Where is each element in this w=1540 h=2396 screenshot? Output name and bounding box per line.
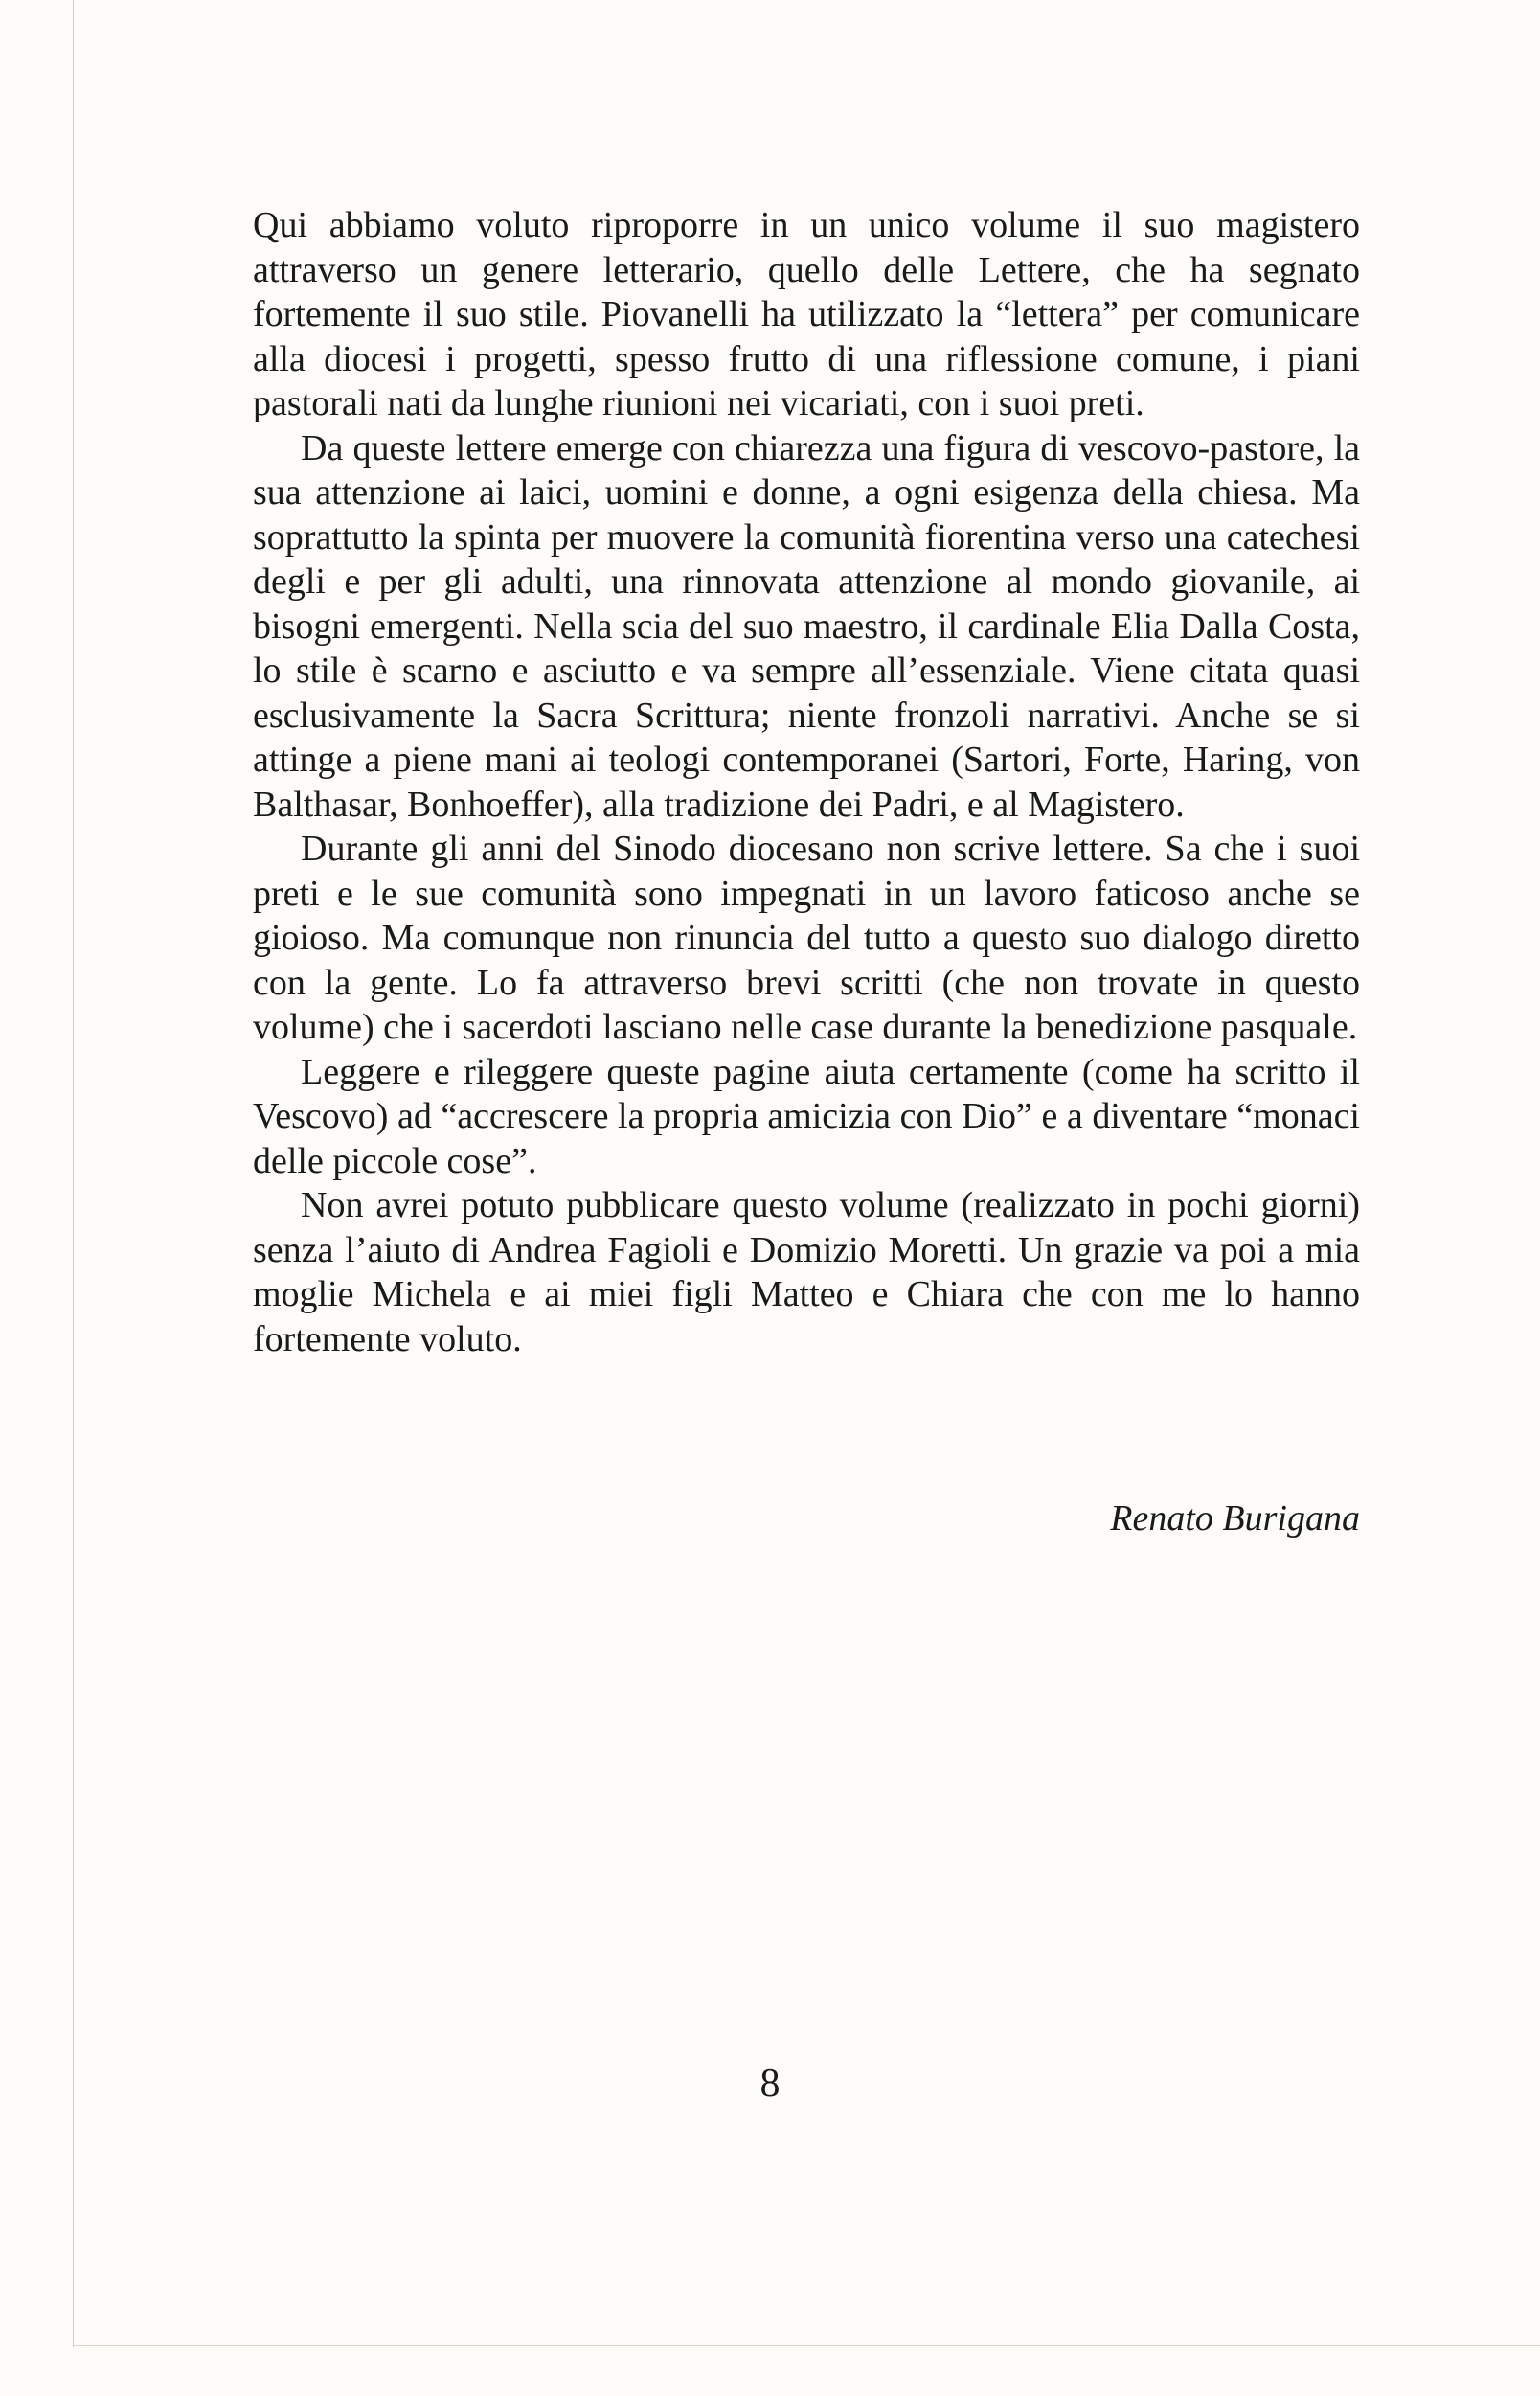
paragraph: Durante gli anni del Sinodo diocesano non scrive lettere. Sa che i suoi preti e le sue comunità sono impegnati in un lavoro faticoso anche se gioioso. Ma comunque non rinuncia del tutto a questo suo dialogo diretto con la gente. Lo fa attraverso brevi scritti (che non trovate in questo volume) che i sacerdoti lasciano nelle case durante la benedizione pasquale. <box>253 829 1360 1047</box>
page-number: 8 <box>759 2062 781 2106</box>
page-bottom-edge <box>73 2345 1540 2346</box>
body-text <box>253 203 1360 1361</box>
paragraph: Leggere e rileggere queste pagine aiuta certamente (come ha scritto il Vescovo) ad “accrescere la propria amicizia con Dio” e a diventare “monaci delle piccole cose”. <box>253 1051 1360 1181</box>
paragraph: Da queste lettere emerge con chiarezza una figura di vescovo-pastore, la sua attenzione ai laici, uomini e donne, a ogni esigenza della chiesa. Ma soprattutto la spinta per muovere la comunità fiorentina verso una catechesi degli e per gli adulti, una rinnovata attenzione al mondo giovanile, ai bisogni emergenti. Nella scia del suo maestro, il cardinale Elia Dalla Costa, lo stile è scarno e asciutto e va sempre all’essenziale. Viene citata quasi esclusivamente la Sacra Scrittura; niente fronzoli narrativi. Anche se si attinge a piene mani ai teologi contemporanei (Sartori, Forte, Haring, von Balthasar, Bonhoeffer), alla tradizione dei Padri, e al Magistero. <box>253 427 1360 825</box>
page-left-edge <box>73 0 74 2347</box>
author-signature: Renato Burigana <box>1110 1498 1360 1539</box>
paragraph: Qui abbiamo voluto riproporre in un unico volume il suo magistero attraverso un genere letterario, quello delle Lettere, che ha segnato fortemente il suo stile. Piovanelli ha utilizzato la “lettera” per comunicare alla diocesi i progetti, spesso frutto di una riflessione comune, i piani pastorali nati da lunghe riunioni nei vicariati, con i suoi preti. <box>253 205 1360 423</box>
paragraph: Non avrei potuto pubblicare questo volume (realizzato in pochi giorni) senza l’aiuto di Andrea Fagioli e Domizio Moretti. Un grazie va poi a mia moglie Michela e ai miei figli Matteo e Chiara che con me lo hanno fortemente voluto. <box>253 1185 1360 1359</box>
